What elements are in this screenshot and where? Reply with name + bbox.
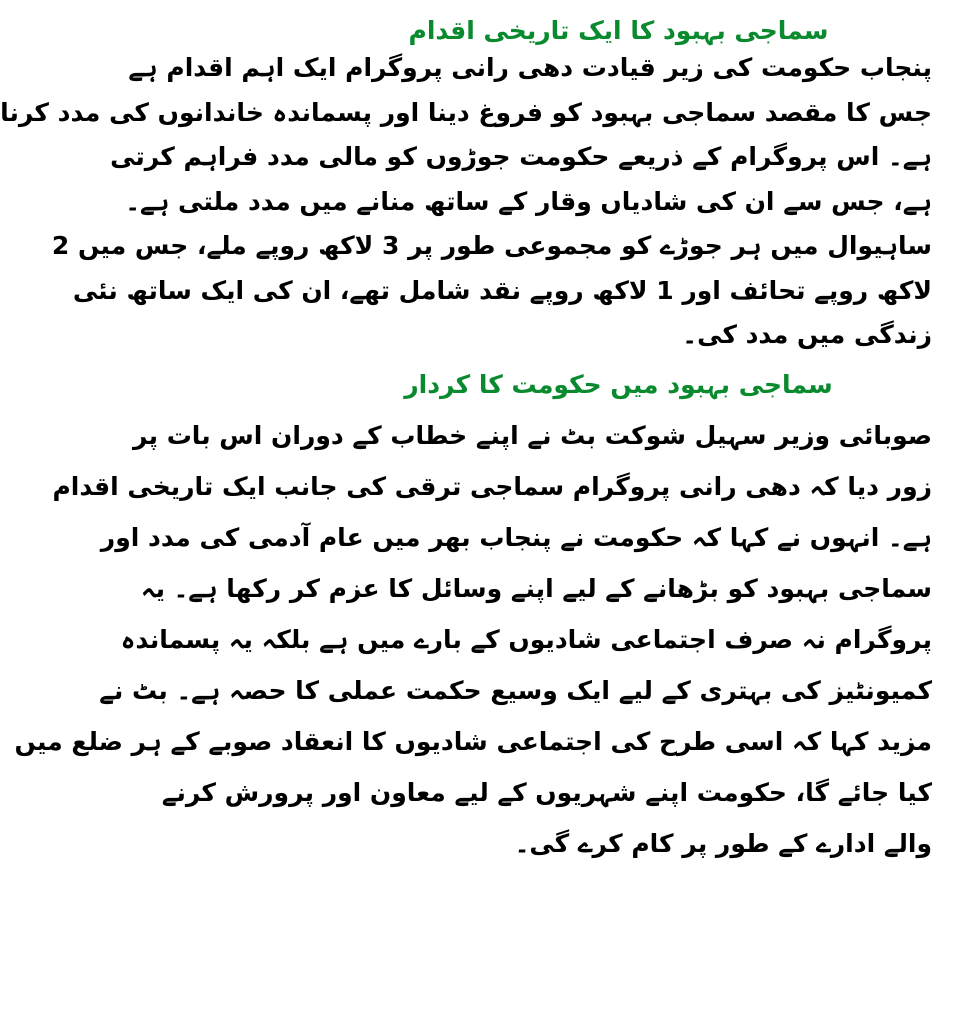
paragraph-line: زندگی میں مدد کی۔ xyxy=(682,320,932,349)
section-heading-historic-initiative: سماجی بہبود کا ایک تاریخی اقدام xyxy=(408,16,829,45)
paragraph-line: ہے۔ اس پروگرام کے ذریعے حکومت جوڑوں کو مالی مدد فراہم کرتی xyxy=(110,142,932,171)
paragraph-line: مزید کہا کہ اسی طرح کی اجتماعی شادیوں کا انعقاد صوبے کے ہر ضلع میں xyxy=(14,726,932,756)
paragraph-line: سماجی بہبود کو بڑھانے کے لیے اپنے وسائل کا عزم کر رکھا ہے۔ یہ xyxy=(140,573,932,603)
paragraph-line: ہے، جس سے ان کی شادیاں وقار کے ساتھ منانے میں مدد ملتی ہے۔ xyxy=(125,186,932,216)
paragraph-line: کیا جائے گا، حکومت اپنے شہریوں کے لیے معاون اور پرورش کرنے xyxy=(161,777,932,807)
paragraph-line: پروگرام نہ صرف اجتماعی شادیوں کے بارے میں ہے بلکہ یہ پسماندہ xyxy=(120,624,932,654)
paragraph-line: کمیونٹیز کی بہتری کے لیے ایک وسیع حکمت عملی کا حصہ ہے۔ بٹ نے xyxy=(99,675,932,705)
paragraph-line: والے ادارے کے طور پر کام کرے گی۔ xyxy=(514,828,932,858)
section-heading-government-role: سماجی بہبود میں حکومت کا کردار xyxy=(404,369,833,399)
paragraph-line: زور دیا کہ دھی رانی پروگرام سماجی ترقی کی جانب ایک تاریخی اقدام xyxy=(52,471,932,501)
paragraph-line: لاکھ روپے تحائف اور 1 لاکھ روپے نقد شامل تھے، ان کی ایک ساتھ نئی xyxy=(72,275,932,305)
paragraph-minister-statement xyxy=(14,410,932,869)
paragraph-line: پنجاب حکومت کی زیر قیادت دھی رانی پروگرام ایک اہم اقدام ہے xyxy=(128,53,932,82)
paragraph-line: جس کا مقصد سماجی بہبود کو فروغ دینا اور پسماندہ خاندانوں کی مدد کرنا xyxy=(0,97,932,127)
paragraph-line: ہے۔ انہوں نے کہا کہ حکومت نے پنجاب بھر میں عام آدمی کی مدد اور xyxy=(100,522,932,552)
paragraph-line: صوبائی وزیر سہیل شوکت بٹ نے اپنے خطاب کے دوران اس بات پر xyxy=(133,420,932,450)
paragraph-dhee-rani-program xyxy=(0,46,932,358)
paragraph-line: ساہیوال میں ہر جوڑے کو مجموعی طور پر 3 لاکھ روپے ملے، جس میں 2 xyxy=(51,231,932,260)
